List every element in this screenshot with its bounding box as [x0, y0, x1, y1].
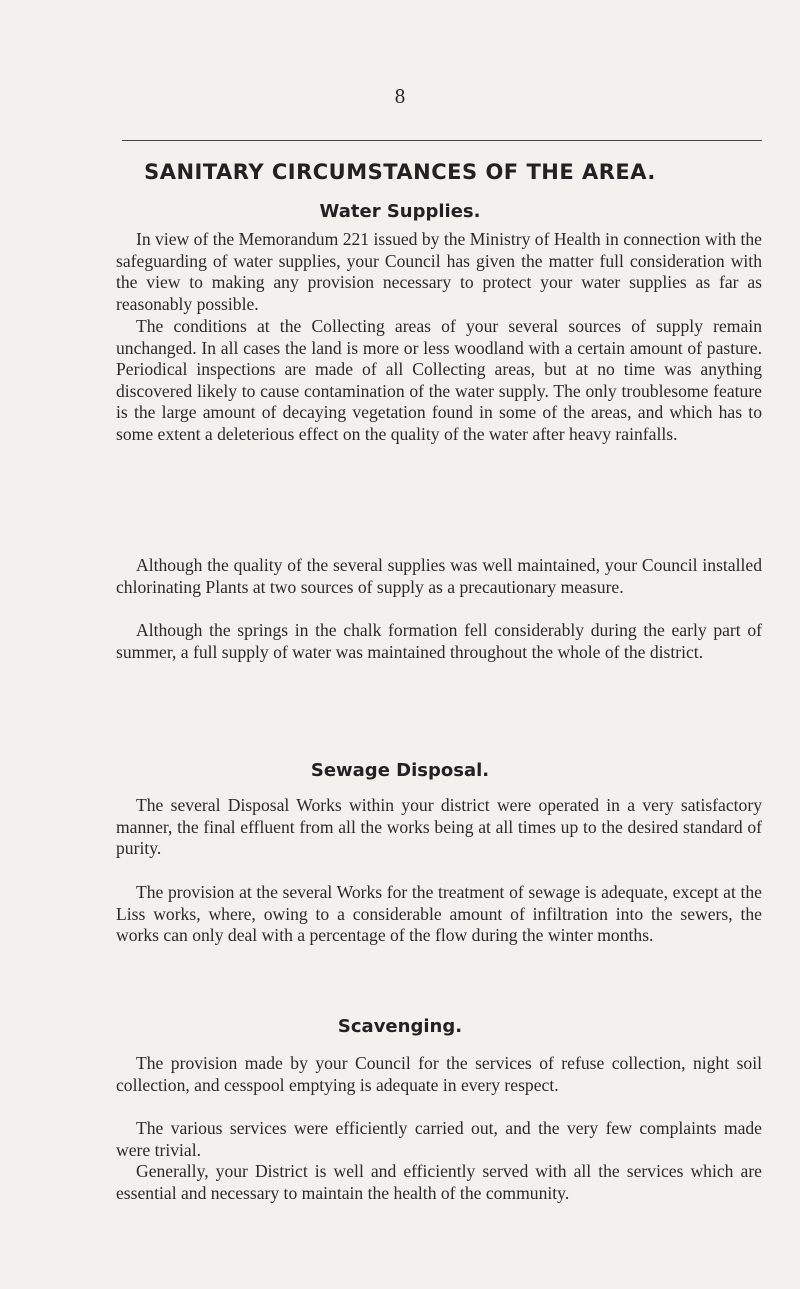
section-heading-scavenging: Scavenging. — [337, 1016, 463, 1037]
paragraph: The several Disposal Works within your district were operated in a very satisfactory manner, the final effluent from all the works being at all times up to the desired standard of purity. — [116, 795, 762, 859]
header-rule — [122, 140, 762, 141]
section-heading-water-supplies: Water Supplies. — [319, 201, 481, 222]
paragraph: In view of the Memorandum 221 issued by the Ministry of Health in connection with the safeguarding of water supplies, your Council has given the matter full consideration with the view to making any provision necessary to protect your water supplies as far as reasonably possible. — [116, 229, 762, 314]
paragraph: The conditions at the Collecting areas of your several sources of supply remain unchanged. In all cases the land is more or less woodland with a certain amount of pasture. Periodical inspections are made of all Collecting areas, but at no time was anything discovered likely to cause contamination of the water supply. The only troublesome feature is the large amount of decaying vegetation found in some of the areas, and which has to some extent a deleterious effect on the quality of the water after heavy rainfalls. — [116, 316, 762, 444]
section-heading-sewage-disposal: Sewage Disposal. — [310, 760, 490, 781]
paragraph: Generally, your District is well and efficiently served with all the services which are essential and necessary to maintain the health of the community. — [116, 1161, 762, 1203]
page-number: 8 — [394, 84, 406, 108]
page-title: SANITARY CIRCUMSTANCES OF THE AREA. — [144, 160, 656, 184]
paragraph: The provision at the several Works for the treatment of sewage is adequate, except at the Liss works, where, owing to a considerable amount of infiltration into the sewers, the works can only deal with a percentage of the flow during the winter months. — [116, 882, 762, 946]
paragraph: The provision made by your Council for the services of refuse collection, night soil collection, and cesspool emptying is adequate in every respect. — [116, 1053, 762, 1095]
paragraph: Although the quality of the several supplies was well maintained, your Council installed chlorinating Plants at two sources of supply as a precautionary measure. — [116, 555, 762, 597]
paragraph: The various services were efficiently carried out, and the very few complaints made were trivial. — [116, 1118, 762, 1160]
paragraph: Although the springs in the chalk formation fell considerably during the early part of summer, a full supply of water was maintained throughout the whole of the district. — [116, 620, 762, 662]
